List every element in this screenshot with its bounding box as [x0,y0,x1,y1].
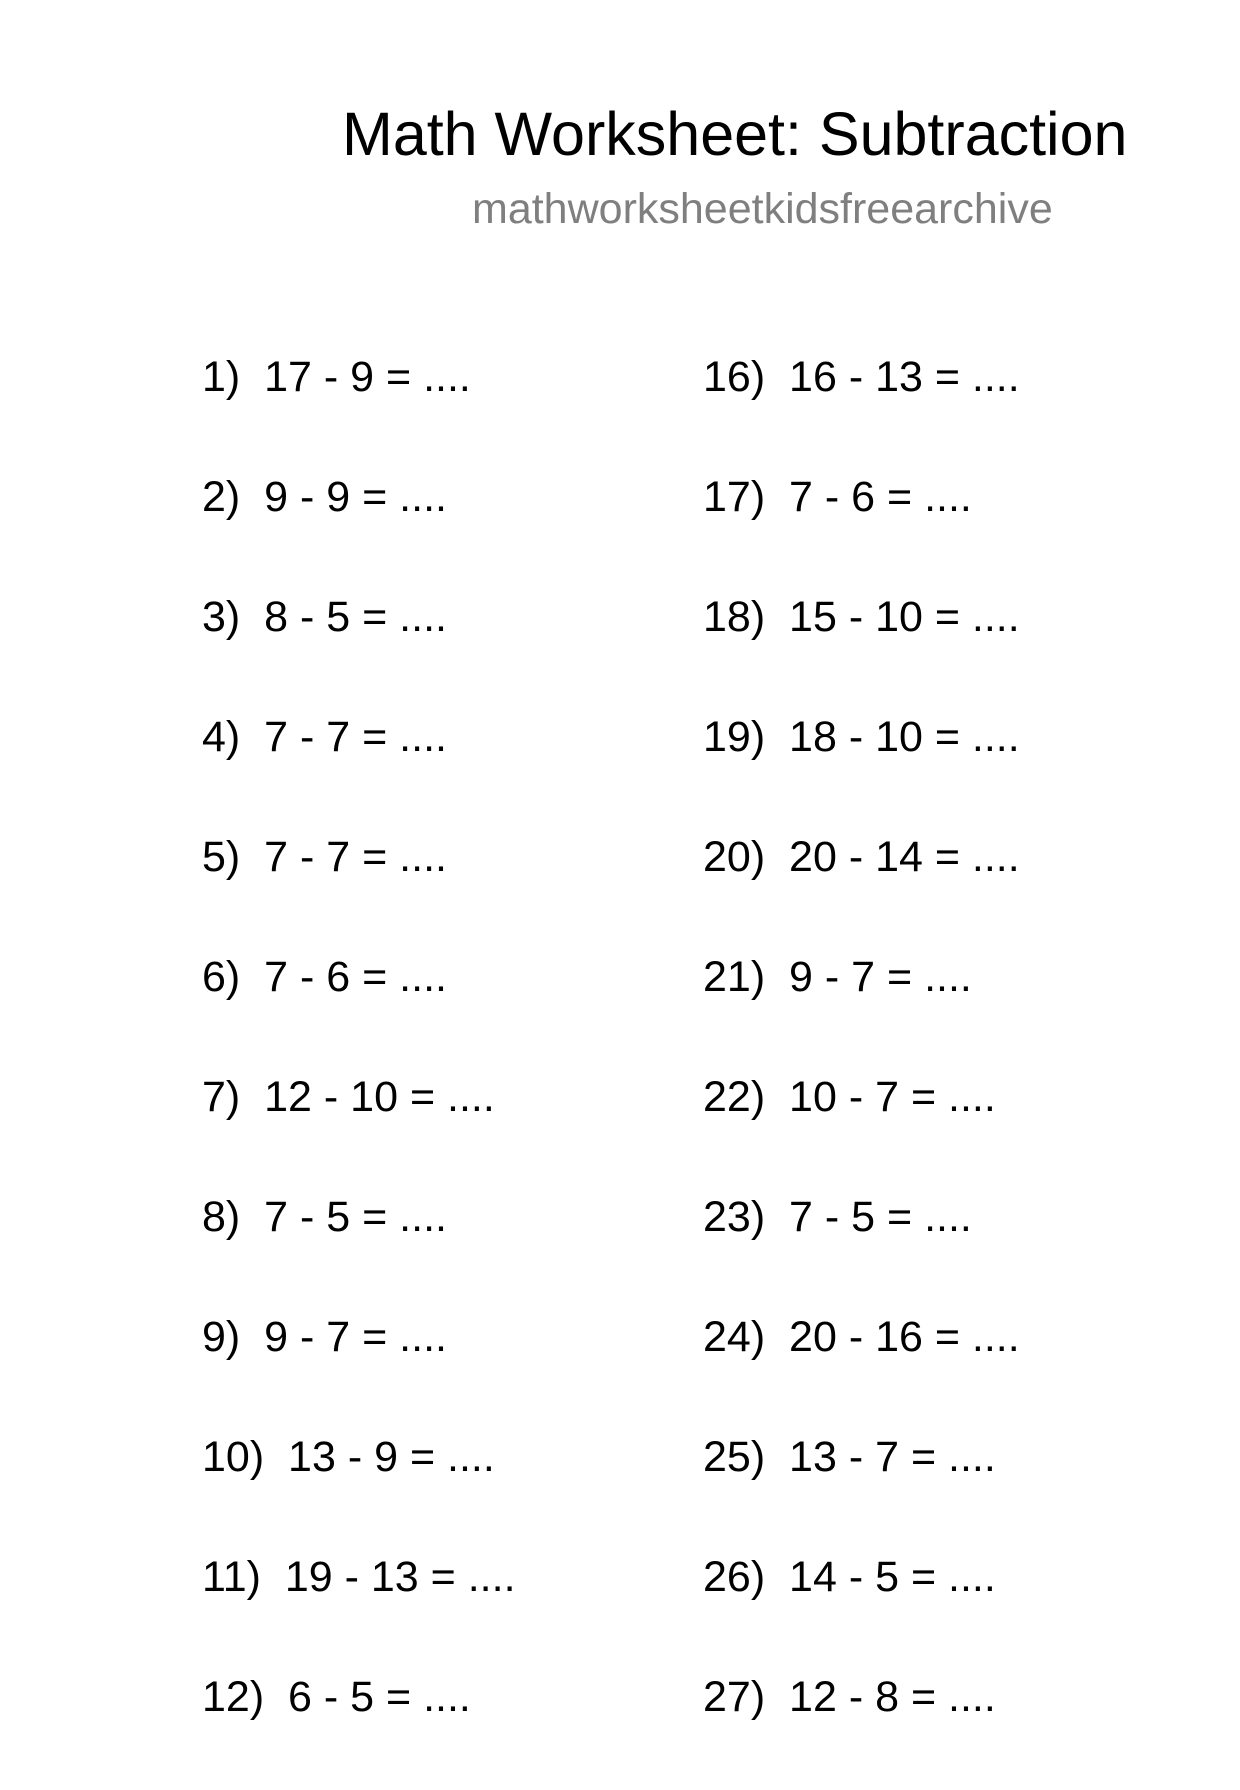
problem-item: 8) 7 - 5 = .... [202,1193,447,1241]
problem-item: 27) 12 - 8 = .... [703,1673,996,1721]
problem-item: 11) 19 - 13 = .... [202,1553,516,1601]
problem-item: 22) 10 - 7 = .... [703,1073,996,1121]
problem-item: 1) 17 - 9 = .... [202,353,471,401]
problem-item: 5) 7 - 7 = .... [202,833,447,881]
problem-item: 24) 20 - 16 = .... [703,1313,1020,1361]
problem-item: 17) 7 - 6 = .... [703,473,972,521]
problem-item: 16) 16 - 13 = .... [703,353,1020,401]
problem-item: 10) 13 - 9 = .... [202,1433,495,1481]
problem-item: 3) 8 - 5 = .... [202,593,447,641]
problem-item: 6) 7 - 6 = .... [202,953,447,1001]
problem-item: 19) 18 - 10 = .... [703,713,1020,761]
problem-item: 23) 7 - 5 = .... [703,1193,972,1241]
problem-list-left [202,350,516,1790]
worksheet-subtitle: mathworksheetkidsfreearchive [472,185,1053,233]
problem-item: 4) 7 - 7 = .... [202,713,447,761]
problem-item: 9) 9 - 7 = .... [202,1313,447,1361]
problem-item: 20) 20 - 14 = .... [703,833,1020,881]
problem-item: 7) 12 - 10 = .... [202,1073,495,1121]
problem-item: 18) 15 - 10 = .... [703,593,1020,641]
problem-list-right [703,350,1020,1790]
problem-item: 21) 9 - 7 = .... [703,953,972,1001]
problem-item: 26) 14 - 5 = .... [703,1553,996,1601]
problem-item: 12) 6 - 5 = .... [202,1673,471,1721]
worksheet-title: Math Worksheet: Subtraction [342,100,1128,168]
problem-item: 25) 13 - 7 = .... [703,1433,996,1481]
problem-item: 2) 9 - 9 = .... [202,473,447,521]
